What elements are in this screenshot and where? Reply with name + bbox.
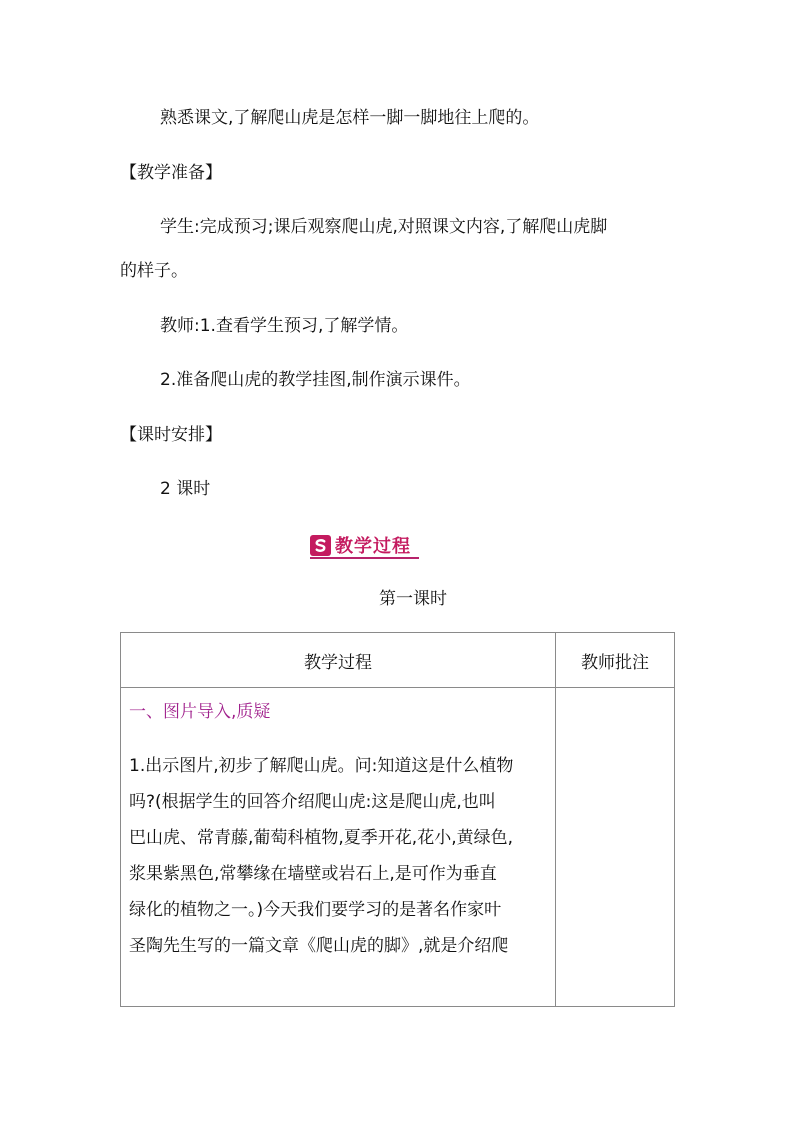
s-logo-icon — [310, 535, 331, 556]
lesson-plan-table — [120, 632, 675, 1007]
process-section-badge — [310, 533, 419, 559]
lesson-title: 第一课时 — [379, 589, 447, 609]
prep-heading: 【教学准备】 — [120, 163, 222, 183]
body-line: 巴山虎、常青藤,葡萄科植物,夏季开花,花小,黄绿色, — [129, 828, 514, 848]
table-row — [121, 688, 675, 1007]
body-line: 绿化的植物之一。)今天我们要学习的是著名作家叶 — [129, 900, 502, 920]
table-header-row — [121, 633, 675, 688]
col-header-process: 教学过程 — [121, 633, 556, 688]
teacher-prep-line1: 教师:1.查看学生预习,了解学情。 — [160, 316, 409, 336]
section-heading: 一、图片导入,质疑 — [129, 702, 271, 722]
schedule-heading: 【课时安排】 — [120, 425, 222, 445]
body-line: 浆果紫黑色,常攀缘在墙壁或岩石上,是可作为垂直 — [129, 864, 497, 884]
body-line: 圣陶先生写的一篇文章《爬山虎的脚》,就是介绍爬 — [129, 936, 509, 956]
body-line: 1.出示图片,初步了解爬山虎。问:知道这是什么植物 — [129, 756, 514, 776]
process-content-cell — [121, 688, 556, 1007]
col-header-notes: 教师批注 — [556, 633, 675, 688]
students-prep-line1: 学生:完成预习;课后观察爬山虎,对照课文内容,了解爬山虎脚 — [160, 217, 608, 237]
teacher-prep-line2: 2.准备爬山虎的教学挂图,制作演示课件。 — [160, 370, 471, 390]
goal-text: 熟悉课文,了解爬山虎是怎样一脚一脚地往上爬的。 — [160, 108, 540, 128]
schedule-value: 2 课时 — [160, 479, 211, 499]
body-line: 吗?(根据学生的回答介绍爬山虎:这是爬山虎,也叫 — [129, 792, 496, 812]
process-badge-text: 教学过程 — [335, 536, 411, 557]
students-prep-line2: 的样子。 — [120, 261, 188, 281]
teacher-notes-cell — [556, 688, 675, 1007]
